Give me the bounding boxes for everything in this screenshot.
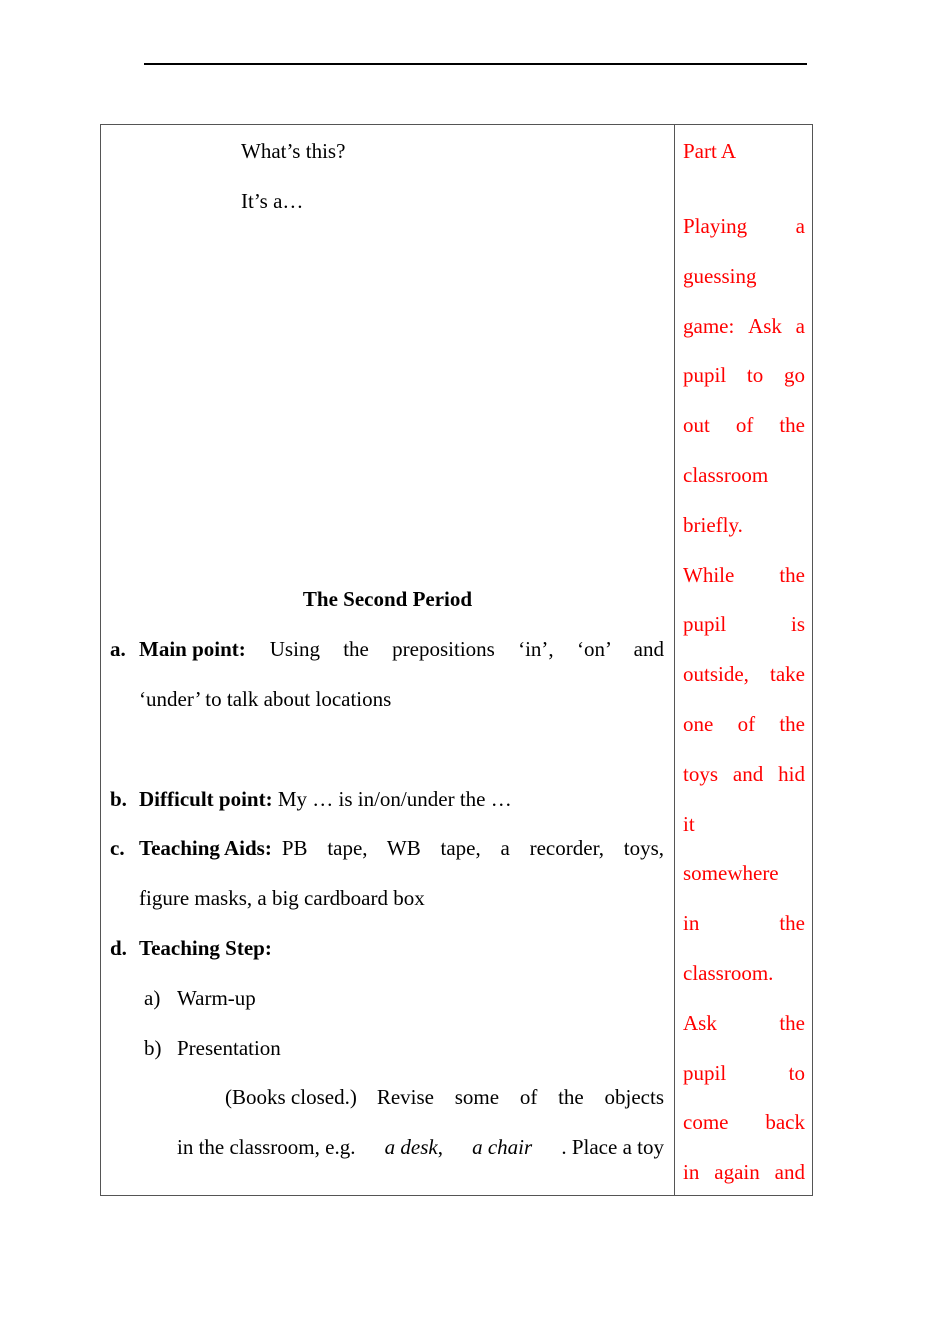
step-b-label: Presentation	[177, 1036, 281, 1060]
classroom-eg-text: in the classroom, e.g.	[177, 1135, 356, 1159]
teaching-aids-text-line1: PB tape, WB tape, a recorder, toys,	[281, 836, 664, 860]
section-title: The Second Period	[302, 587, 473, 611]
item-b-marker: b.	[110, 787, 127, 811]
part-a-line: game: Ask a	[683, 313, 805, 338]
part-a-line: Playing a	[683, 214, 805, 238]
part-a-line: toys and hid	[683, 761, 805, 786]
example-separator: ,	[437, 1135, 443, 1159]
lesson-table	[100, 124, 813, 1196]
part-a-line: it	[683, 811, 695, 836]
main-point-label: Main point:	[139, 637, 246, 661]
part-a-line: pupil is	[683, 612, 805, 637]
item-c-line1	[139, 836, 664, 860]
main-point-text-line2: ‘under’ to talk about locations	[139, 687, 392, 711]
part-a-heading: Part A	[683, 139, 737, 163]
whats-this-text: What’s this?	[241, 139, 346, 163]
teaching-step-label: Teaching Step:	[139, 936, 272, 960]
part-a-line: Ask the	[683, 1010, 805, 1035]
column-divider	[674, 125, 675, 1195]
main-point-text	[270, 637, 664, 661]
step-a-marker: a)	[144, 986, 161, 1010]
presentation-para-line2	[177, 1135, 664, 1159]
part-a-line: outside, take	[683, 662, 805, 687]
difficult-point-text: My … is in/on/under the …	[272, 787, 512, 811]
part-a-line: classroom.	[683, 961, 774, 985]
presentation-para-line1	[225, 1085, 664, 1109]
teaching-aids-label: Teaching Aids:	[139, 836, 272, 860]
part-a-line: somewhere	[683, 861, 779, 886]
part-a-line: out of the	[683, 413, 805, 438]
part-a-line: classroom	[683, 463, 769, 487]
example-desk: a desk	[384, 1135, 438, 1159]
part-a-line: pupil to	[683, 1060, 805, 1085]
item-c-marker: c.	[110, 836, 125, 860]
part-a-line: pupil to go	[683, 363, 805, 388]
difficult-point-label: Difficult point:	[139, 787, 273, 811]
step-a-label: Warm-up	[177, 986, 256, 1010]
item-a-line1	[139, 637, 664, 661]
step-b-marker: b)	[144, 1036, 162, 1060]
its-a-text: It’s a…	[241, 189, 304, 213]
part-a-line: While the	[683, 562, 805, 587]
item-b-line	[139, 787, 512, 811]
revise-objects-text: Revise some of the objects	[376, 1085, 664, 1109]
part-a-line: in the	[683, 911, 805, 936]
part-a-line: one of the	[683, 712, 805, 736]
item-d-marker: d.	[110, 936, 127, 960]
item-a-marker: a.	[110, 637, 126, 661]
part-a-line: guessing	[683, 263, 757, 288]
header-rule	[144, 63, 807, 65]
part-a-line: briefly.	[683, 512, 743, 537]
teaching-aids-text-line2: figure masks, a big cardboard box	[139, 886, 425, 910]
place-toy-text: . Place a toy	[561, 1135, 664, 1159]
example-chair: a chair	[472, 1135, 533, 1159]
part-a-line: come back	[683, 1110, 805, 1135]
part-a-line: in again and	[683, 1160, 805, 1185]
main-point-text-line1: Using the prepositions ‘in’, ‘on’ and	[269, 637, 664, 661]
books-closed-text: (Books closed.)	[225, 1085, 357, 1109]
